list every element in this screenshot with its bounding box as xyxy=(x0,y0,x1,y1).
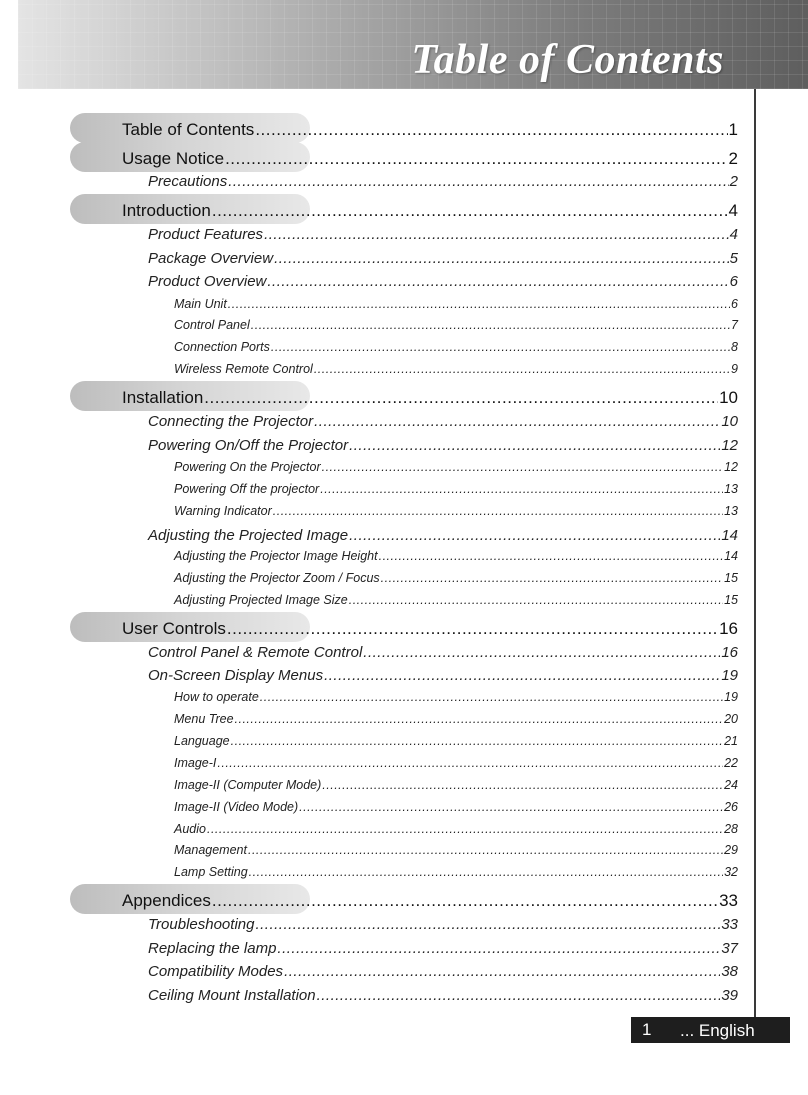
toc-entry[interactable] xyxy=(174,800,738,814)
toc-entry[interactable] xyxy=(148,527,738,544)
toc-entry[interactable] xyxy=(174,712,738,726)
toc-entry[interactable] xyxy=(174,756,738,770)
toc-entry[interactable] xyxy=(174,734,738,748)
toc-leader-dots xyxy=(204,388,718,408)
toc-leader-dots xyxy=(322,778,723,792)
toc-entry-label: Powering On/Off the Projector xyxy=(148,437,349,454)
toc-entry-page: 8 xyxy=(731,340,738,354)
toc-entry-label: Management xyxy=(174,843,247,857)
toc-entry-page: 10 xyxy=(719,388,738,407)
toc-entry[interactable] xyxy=(174,504,738,518)
toc-entry-page: 38 xyxy=(721,963,738,980)
toc-entry-label: Adjusting the Projector Zoom / Focus xyxy=(174,571,380,585)
footer-page-number: 1 xyxy=(642,1020,652,1039)
toc-entry-page: 9 xyxy=(731,362,738,376)
toc-entry-page: 24 xyxy=(724,778,738,792)
toc-entry-page: 26 xyxy=(724,800,738,814)
toc-leader-dots xyxy=(320,482,723,496)
toc-leader-dots xyxy=(273,504,723,518)
toc-entry-page: 6 xyxy=(731,297,738,311)
toc-leader-dots xyxy=(271,340,730,354)
toc-entry[interactable] xyxy=(122,388,738,408)
toc-entry-page: 39 xyxy=(721,987,738,1004)
toc-entry-page: 21 xyxy=(724,734,738,748)
toc-entry-label: Appendices xyxy=(122,891,211,910)
toc-entry[interactable] xyxy=(174,362,738,376)
toc-entry-label: Image-II (Video Mode) xyxy=(174,800,299,814)
toc-leader-dots xyxy=(251,318,730,332)
toc-entry-page: 28 xyxy=(724,822,738,836)
toc-entry-page: 13 xyxy=(724,504,738,518)
toc-entry[interactable] xyxy=(174,822,738,836)
toc-entry-label: On-Screen Display Menus xyxy=(148,667,324,684)
toc-entry[interactable] xyxy=(148,173,738,190)
toc-leader-dots xyxy=(267,273,728,290)
toc-entry-label: Adjusting the Projector Image Height xyxy=(174,549,378,563)
toc-entry-page: 29 xyxy=(724,843,738,857)
toc-leader-dots xyxy=(349,437,720,454)
toc-entry-label: Table of Contents xyxy=(122,120,255,139)
toc-leader-dots xyxy=(212,201,728,221)
toc-entry[interactable] xyxy=(174,482,738,496)
toc-leader-dots xyxy=(349,527,720,544)
toc-entry[interactable] xyxy=(148,916,738,933)
toc-leader-dots xyxy=(277,940,720,957)
toc-entry[interactable] xyxy=(174,843,738,857)
footer-language: ... English xyxy=(680,1021,755,1040)
toc-entry[interactable] xyxy=(174,778,738,792)
toc-entry[interactable] xyxy=(174,549,738,563)
toc-entry-page: 1 xyxy=(728,120,738,139)
toc-leader-dots xyxy=(235,712,724,726)
toc-entry[interactable] xyxy=(174,340,738,354)
toc-entry-page: 32 xyxy=(724,865,738,879)
toc-entry[interactable] xyxy=(122,619,738,639)
toc-leader-dots xyxy=(317,987,721,1004)
toc-entry[interactable] xyxy=(174,593,738,607)
toc-entry-label: Warning Indicator xyxy=(174,504,272,518)
toc-entry[interactable] xyxy=(174,690,738,704)
toc-entry-label: Troubleshooting xyxy=(148,916,255,933)
toc-entry-label: Connection Ports xyxy=(174,340,270,354)
toc-entry-label: Installation xyxy=(122,388,204,407)
toc-leader-dots xyxy=(274,250,729,267)
toc-entry[interactable] xyxy=(174,865,738,879)
toc-entry-page: 15 xyxy=(724,593,738,607)
toc-entry-label: Lamp Setting xyxy=(174,865,248,879)
toc-leader-dots xyxy=(255,120,727,140)
toc-leader-dots xyxy=(207,822,723,836)
toc-leader-dots xyxy=(228,173,728,190)
toc-entry-page: 15 xyxy=(724,571,738,585)
toc-leader-dots xyxy=(212,891,718,911)
toc-entry-label: Product Features xyxy=(148,226,264,243)
toc-entry-page: 2 xyxy=(728,149,738,168)
toc-entry-page: 13 xyxy=(724,482,738,496)
toc-leader-dots xyxy=(227,619,718,639)
toc-entry-label: User Controls xyxy=(122,619,226,638)
toc-leader-dots xyxy=(231,734,723,748)
toc-entry-label: Connecting the Projector xyxy=(148,413,314,430)
toc-entry-label: Product Overview xyxy=(148,273,267,290)
toc-leader-dots xyxy=(379,549,724,563)
toc-entry-page: 4 xyxy=(729,226,738,243)
toc-entry-label: Image-II (Computer Mode) xyxy=(174,778,322,792)
toc-entry-page: 14 xyxy=(724,549,738,563)
toc-entry-page: 33 xyxy=(719,891,738,910)
toc-entry[interactable] xyxy=(122,149,738,169)
toc-entry[interactable] xyxy=(148,963,738,980)
toc-entry-page: 2 xyxy=(729,173,738,190)
toc-leader-dots xyxy=(255,916,720,933)
toc-leader-dots xyxy=(249,865,723,879)
toc-entry-page: 12 xyxy=(724,460,738,474)
toc-entry-page: 22 xyxy=(724,756,738,770)
toc-entry-label: Language xyxy=(174,734,230,748)
toc-entry[interactable] xyxy=(148,413,738,430)
toc-leader-dots xyxy=(363,644,720,661)
toc-leader-dots xyxy=(260,690,723,704)
toc-entry-page: 19 xyxy=(724,690,738,704)
toc-entry-page: 16 xyxy=(719,619,738,638)
toc-leader-dots xyxy=(299,800,723,814)
toc-entry-page: 12 xyxy=(721,437,738,454)
toc-entry-page: 20 xyxy=(724,712,738,726)
toc-entry[interactable] xyxy=(122,891,738,911)
toc-entry-label: Menu Tree xyxy=(174,712,234,726)
toc-entry-label: Adjusting the Projected Image xyxy=(148,527,349,544)
toc-entry[interactable] xyxy=(174,460,738,474)
toc-entry[interactable] xyxy=(148,667,738,684)
toc-entry-label: Wireless Remote Control xyxy=(174,362,313,376)
toc-entry[interactable] xyxy=(148,940,738,957)
toc-leader-dots xyxy=(264,226,729,243)
toc-entry[interactable] xyxy=(148,987,738,1004)
toc-entry-label: Precautions xyxy=(148,173,228,190)
toc-entry[interactable] xyxy=(122,120,738,140)
toc-entry[interactable] xyxy=(148,437,738,454)
toc-entry-label: Control Panel & Remote Control xyxy=(148,644,363,661)
toc-entry[interactable] xyxy=(148,273,738,290)
toc-leader-dots xyxy=(225,149,727,169)
toc-leader-dots xyxy=(228,297,730,311)
toc-entry-label: Image-I xyxy=(174,756,217,770)
toc-entry-label: Introduction xyxy=(122,201,211,220)
toc-entry-page: 16 xyxy=(721,644,738,661)
toc-entry[interactable] xyxy=(148,250,738,267)
toc-leader-dots xyxy=(322,460,723,474)
toc-entry-label: Package Overview xyxy=(148,250,274,267)
toc-entry[interactable] xyxy=(174,297,738,311)
toc-entry[interactable] xyxy=(148,644,738,661)
toc-entry-page: 6 xyxy=(729,273,738,290)
toc-entry-label: Main Unit xyxy=(174,297,227,311)
toc-leader-dots xyxy=(349,593,723,607)
toc-entry[interactable] xyxy=(148,226,738,243)
toc-entry[interactable] xyxy=(122,201,738,221)
toc-leader-dots xyxy=(284,963,720,980)
toc-entry[interactable] xyxy=(174,318,738,332)
toc-leader-dots xyxy=(217,756,723,770)
toc-entry-label: Adjusting Projected Image Size xyxy=(174,593,348,607)
toc-leader-dots xyxy=(324,667,720,684)
toc-leader-dots xyxy=(248,843,723,857)
toc-entry-label: Replacing the lamp xyxy=(148,940,277,957)
toc-entry-label: Control Panel xyxy=(174,318,250,332)
toc-leader-dots xyxy=(314,413,720,430)
toc-entry-label: Ceiling Mount Installation xyxy=(148,987,316,1004)
toc-entry[interactable] xyxy=(174,571,738,585)
toc-entry-page: 10 xyxy=(721,413,738,430)
toc-entry-page: 7 xyxy=(731,318,738,332)
toc-entry-page: 4 xyxy=(728,201,738,220)
toc-entry-page: 14 xyxy=(721,527,738,544)
toc-entry-label: Powering Off the projector xyxy=(174,482,320,496)
toc-entry-label: Powering On the Projector xyxy=(174,460,321,474)
toc-entry-page: 37 xyxy=(721,940,738,957)
toc-entry-label: Compatibility Modes xyxy=(148,963,284,980)
toc-entry-page: 33 xyxy=(721,916,738,933)
page-title: Table of Contents xyxy=(411,37,724,83)
toc-entry-label: Usage Notice xyxy=(122,149,225,168)
toc-entry-page: 5 xyxy=(729,250,738,267)
toc-entry-label: How to operate xyxy=(174,690,259,704)
toc-entry-page: 19 xyxy=(721,667,738,684)
toc-entry-label: Audio xyxy=(174,822,206,836)
toc-leader-dots xyxy=(314,362,730,376)
toc-leader-dots xyxy=(381,571,723,585)
